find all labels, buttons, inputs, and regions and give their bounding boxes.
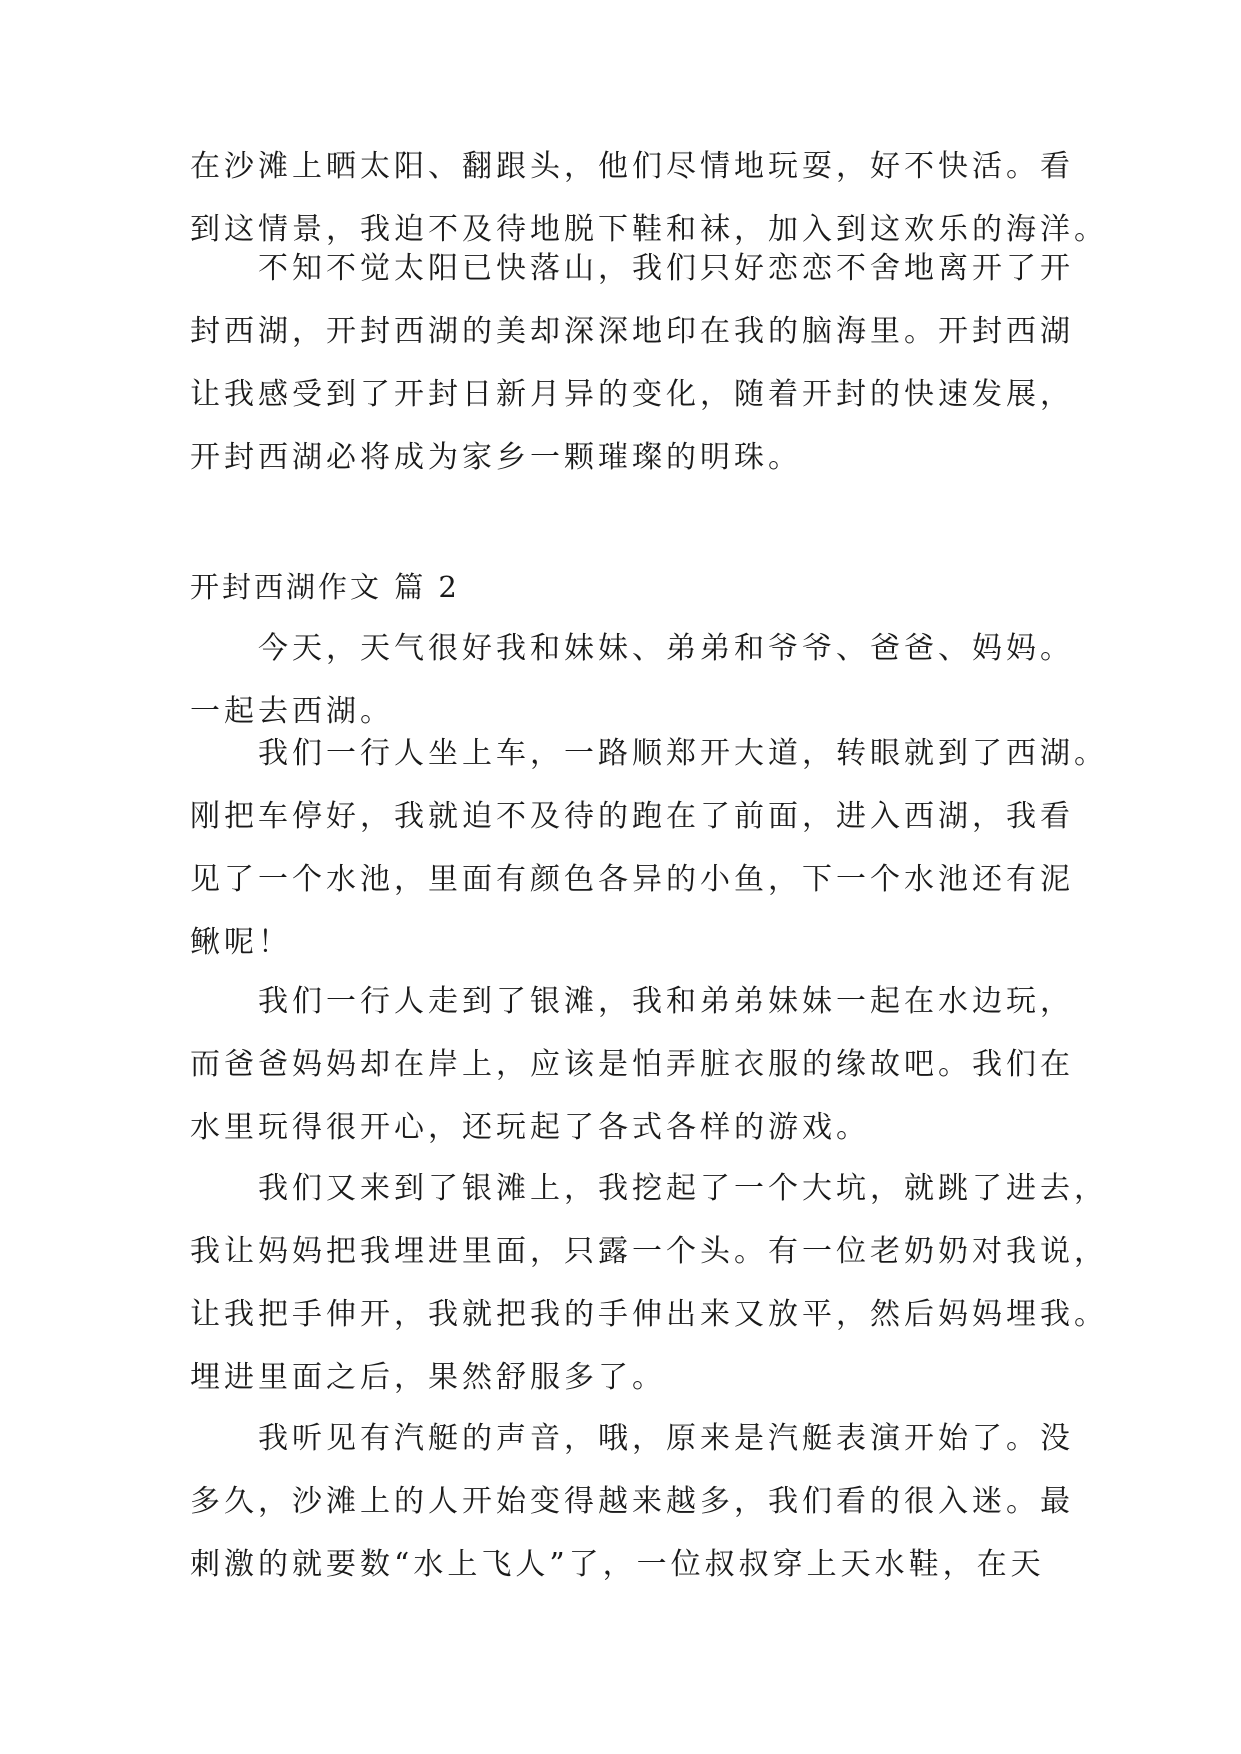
text-line: 今天，天气很好我和妹妹、弟弟和爷爷、爸爸、妈妈。 [258, 631, 1074, 666]
section-heading: 开封西湖作文 篇 2 [190, 570, 460, 604]
text-line: 刺激的就要数“水上飞人”了，一位叔叔穿上天水鞋，在天 [190, 1547, 1045, 1582]
text-line: 封西湖，开封西湖的美却深深地印在我的脑海里。开封西湖 [190, 314, 1074, 349]
text-line: 到这情景，我迫不及待地脱下鞋和袜，加入到这欢乐的海洋。 [190, 212, 1108, 247]
paragraph-2 [190, 250, 1074, 477]
text-line: 刚把车停好，我就迫不及待的跑在了前面，进入西湖，我看 [190, 799, 1074, 834]
text-line: 让我把手伸开，我就把我的手伸出来又放平，然后妈妈埋我。 [190, 1297, 1108, 1332]
text-line: 多久，沙滩上的人开始变得越来越多，我们看的很入迷。最 [190, 1484, 1074, 1519]
text-line: 让我感受到了开封日新月异的变化，随着开封的快速发展， [190, 377, 1074, 412]
text-line: 我们又来到了银滩上，我挖起了一个大坑，就跳了进去， [258, 1171, 1108, 1206]
text-line: 我们一行人坐上车，一路顺郑开大道，转眼就到了西湖。 [258, 736, 1108, 771]
paragraph-5 [190, 983, 1074, 1147]
text-line: 水里玩得很开心，还玩起了各式各样的游戏。 [190, 1110, 870, 1145]
text-line: 我们一行人走到了银滩，我和弟弟妹妹一起在水边玩， [258, 984, 1074, 1019]
text-line: 埋进里面之后，果然舒服多了。 [190, 1360, 666, 1395]
paragraph-3 [190, 630, 1074, 731]
text-line: 而爸爸妈妈却在岸上，应该是怕弄脏衣服的缘故吧。我们在 [190, 1047, 1074, 1082]
text-line: 一起去西湖。 [190, 694, 394, 729]
paragraph-4 [190, 735, 1108, 962]
text-line: 不知不觉太阳已快落山，我们只好恋恋不舍地离开了开 [258, 251, 1074, 286]
paragraph-7 [190, 1420, 1074, 1584]
text-line: 在沙滩上晒太阳、翻跟头，他们尽情地玩耍，好不快活。看 [190, 149, 1074, 184]
text-line: 开封西湖必将成为家乡一颗璀璨的明珠。 [190, 440, 802, 475]
text-line: 见了一个水池，里面有颜色各异的小鱼，下一个水池还有泥 [190, 862, 1074, 897]
section-heading-block [190, 568, 1070, 606]
text-line: 我让妈妈把我埋进里面，只露一个头。有一位老奶奶对我说， [190, 1234, 1108, 1269]
text-line: 我听见有汽艇的声音，哦，原来是汽艇表演开始了。没 [258, 1421, 1074, 1456]
paragraph-1 [190, 148, 1108, 249]
paragraph-6 [190, 1170, 1108, 1397]
text-line: 鳅呢！ [190, 925, 292, 960]
